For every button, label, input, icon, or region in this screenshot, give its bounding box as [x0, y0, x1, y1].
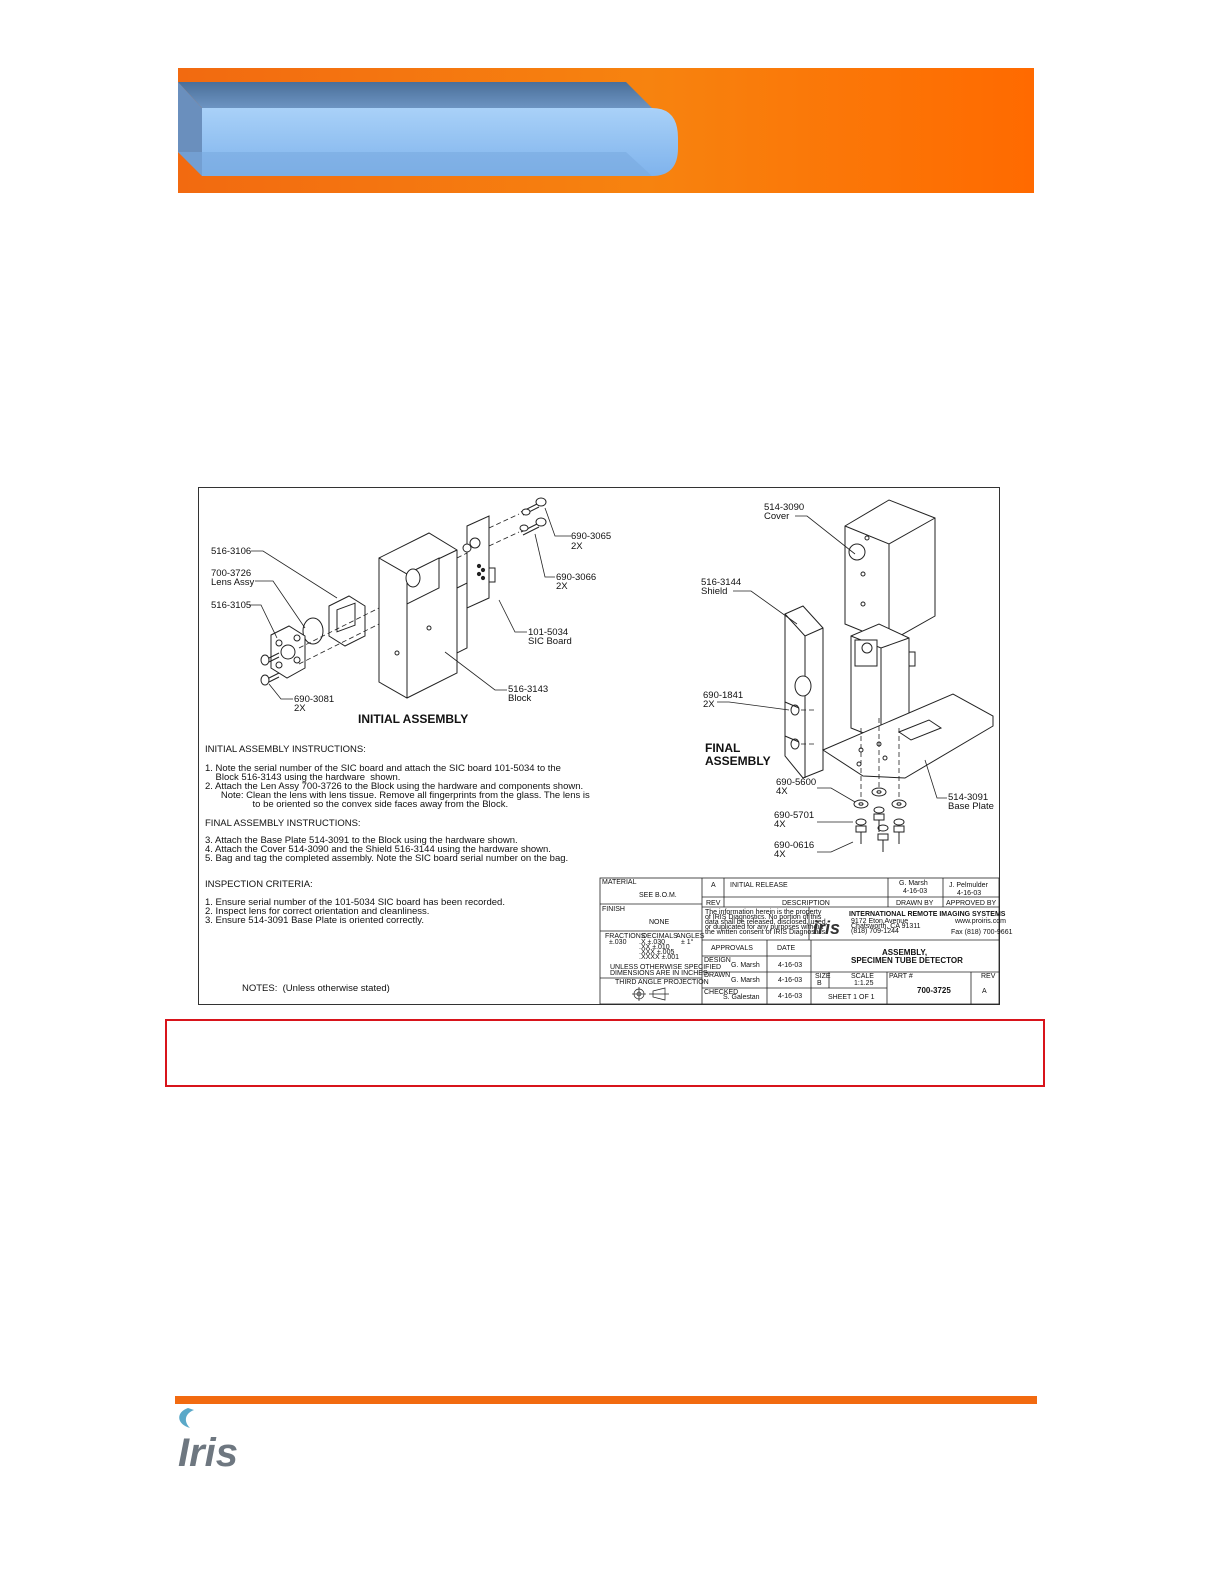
final-instruction-5: 5. Bag and tag the completed assembly. Note the SIC board serial number on the bag.: [205, 853, 569, 864]
svg-text:4-16-03: 4-16-03: [778, 962, 803, 969]
callout-690-0616-qty: 4X: [774, 849, 786, 860]
svg-text:.XXXX ±.001: .XXXX ±.001: [639, 954, 680, 961]
callout-516-3105: 516-3105: [211, 600, 252, 611]
inspection-criterion-3: 3. Ensure 514-3091 Base Plate is oriented correctly.: [205, 915, 424, 926]
notes-label: NOTES: (Unless otherwise stated): [242, 983, 390, 994]
callout-690-5600: 690-5600: [776, 777, 817, 788]
initial-instruction-2: 2. Attach the Len Assy 700-3726 to the Block using the hardware and components shown.: [205, 781, 584, 792]
callout-shield: Shield: [701, 586, 728, 597]
svg-text:DRAWN BY: DRAWN BY: [896, 900, 934, 907]
projection-symbol-icon: [632, 987, 669, 1001]
callout-690-0616: 690-0616: [774, 840, 815, 851]
final-assembly-title-1: FINAL: [705, 741, 741, 755]
callout-516-3144: 516-3144: [701, 577, 742, 588]
callout-690-3065-qty: 2X: [571, 541, 583, 552]
svg-text:.XXX ±.005: .XXX ±.005: [639, 949, 675, 956]
header-title-tab: [178, 68, 1034, 193]
svg-text:PART #: PART #: [889, 973, 913, 980]
svg-text:1:1.25: 1:1.25: [854, 980, 874, 987]
svg-text:SCALE: SCALE: [851, 973, 874, 980]
finish-value: NONE: [649, 919, 670, 926]
svg-text:APPROVALS: APPROVALS: [711, 945, 753, 952]
inspection-criterion-2: 2. Inspect lens for correct orientation and cleanliness.: [205, 906, 430, 917]
shield-516-3144-part: [785, 606, 823, 778]
callout-690-5701-qty: 4X: [774, 819, 786, 830]
material-value: SEE B.O.M.: [639, 892, 677, 899]
svg-text:4-16-03: 4-16-03: [778, 993, 803, 1000]
svg-text:www.proiris.com: www.proiris.com: [955, 918, 1006, 925]
svg-text:4-16-03: 4-16-03: [903, 888, 928, 895]
cover-514-3090-part: [845, 500, 935, 642]
svg-text:Fax (818) 700-9661: Fax (818) 700-9661: [951, 929, 1013, 936]
svg-text:4-16-03: 4-16-03: [957, 890, 982, 897]
svg-text:FINISH: FINISH: [602, 906, 625, 913]
svg-text:J. Pelmulder: J. Pelmulder: [949, 882, 988, 889]
drawing-title-line-1: ASSEMBLY,: [882, 948, 928, 957]
callout-690-3081: 690-3081: [294, 694, 335, 705]
svg-text:data shall be released, disclo: data shall be released, disclosed, used,: [705, 919, 828, 926]
svg-text:Chatsworth, CA 91311: Chatsworth, CA 91311: [851, 923, 921, 930]
callout-514-3090: 514-3090: [764, 502, 805, 513]
inspection-heading: INSPECTION CRITERIA:: [205, 879, 313, 890]
lens-mount-516-3106-part: [329, 596, 365, 646]
svg-text:±.030: ±.030: [609, 939, 627, 946]
callout-690-1841-qty: 2X: [703, 699, 715, 710]
final-assembly-title-2: ASSEMBLY: [705, 754, 771, 768]
callout-690-1841: 690-1841: [703, 690, 744, 701]
initial-assembly-title: INITIAL ASSEMBLY: [358, 712, 469, 726]
initial-instructions-heading: INITIAL ASSEMBLY INSTRUCTIONS:: [205, 744, 366, 755]
callout-690-5701: 690-5701: [774, 810, 815, 821]
note-box: [165, 1019, 1045, 1087]
iris-footer-logo: [172, 1402, 252, 1474]
callout-700-3726: 700-3726: [211, 568, 252, 579]
svg-text:G. Marsh: G. Marsh: [731, 962, 760, 969]
svg-text:B: B: [817, 980, 822, 987]
svg-text:DECIMALS: DECIMALS: [642, 933, 678, 940]
block-516-3143-part: [379, 533, 467, 698]
svg-text:G. Marsh: G. Marsh: [731, 977, 760, 984]
callout-690-3066-qty: 2X: [556, 581, 568, 592]
callout-690-3066: 690-3066: [556, 572, 597, 583]
svg-text:REV: REV: [706, 900, 721, 907]
callout-cover: Cover: [764, 511, 790, 522]
lens-700-3726-part: [303, 618, 323, 644]
screws-690-3065-part: [520, 498, 546, 535]
callout-514-3091: 514-3091: [948, 792, 989, 803]
svg-text:.X ±.030: .X ±.030: [639, 939, 666, 946]
svg-text:± 1°: ± 1°: [681, 939, 694, 946]
svg-text:ANGLES: ANGLES: [676, 933, 705, 940]
callout-690-5600-qty: 4X: [776, 786, 788, 797]
svg-text:APPROVED BY: APPROVED BY: [946, 900, 997, 907]
washers-690-5600-part: [854, 788, 906, 808]
svg-text:Iris: Iris: [178, 1431, 239, 1475]
sic-board-101-5034-part: [463, 516, 495, 608]
callout-516-3106: 516-3106: [211, 546, 252, 557]
svg-text:S. Galestan: S. Galestan: [723, 994, 760, 1001]
callout-101-5034: 101-5034: [528, 627, 569, 638]
svg-text:4-16-03: 4-16-03: [778, 977, 803, 984]
final-instructions-heading: FINAL ASSEMBLY INSTRUCTIONS:: [205, 818, 361, 829]
callout-block: Block: [508, 693, 532, 704]
svg-text:UNLESS OTHERWISE SPECIFIED: UNLESS OTHERWISE SPECIFIED: [610, 964, 722, 971]
svg-text:DRAWN: DRAWN: [704, 972, 731, 979]
callout-base-plate: Base Plate: [948, 801, 994, 812]
svg-text:DESCRIPTION: DESCRIPTION: [782, 900, 830, 907]
svg-text:SHEET 1 OF 1: SHEET 1 OF 1: [828, 994, 875, 1001]
swoosh-icon: [179, 1408, 194, 1428]
release-description: INITIAL RELEASE: [730, 882, 788, 889]
svg-text:DESIGN: DESIGN: [704, 957, 731, 964]
initial-instruction-1: 1. Note the serial number of the SIC board and attach the SIC board 101-5034 to the: [205, 763, 561, 774]
initial-instruction-1b: Block 516-3143 using the hardware shown.: [205, 772, 401, 783]
assembly-drawing: [198, 487, 1013, 1005]
final-instruction-3: 3. Attach the Base Plate 514-3091 to the Block using the hardware shown.: [205, 835, 518, 846]
svg-text:INTERNATIONAL REMOTE IMAGING S: INTERNATIONAL REMOTE IMAGING SYSTEMS: [849, 911, 1006, 918]
drawing-title-line-2: SPECIMEN TUBE DETECTOR: [851, 956, 963, 965]
svg-text:A: A: [982, 988, 987, 995]
svg-text:DIMENSIONS ARE IN INCHES: DIMENSIONS ARE IN INCHES: [610, 970, 708, 977]
svg-text:A: A: [711, 882, 716, 889]
callout-690-3065: 690-3065: [571, 531, 612, 542]
svg-text:.XX ±.010: .XX ±.010: [639, 944, 670, 951]
iris-company-logo: iris: [813, 918, 841, 938]
final-instruction-4: 4. Attach the Cover 514-3090 and the Shield 516-3144 using the hardware shown.: [205, 844, 551, 855]
svg-text:The information herein is the: The information herein is the property: [705, 909, 822, 916]
svg-text:9172 Eton Avenue: 9172 Eton Avenue: [851, 918, 909, 925]
svg-text:REV: REV: [981, 973, 996, 980]
inspection-criterion-1: 1. Ensure serial number of the 101-5034 SIC board has been recorded.: [205, 897, 505, 908]
callout-516-3143: 516-3143: [508, 684, 549, 695]
svg-text:CHECKED: CHECKED: [704, 989, 739, 996]
initial-instruction-2c: to be oriented so the convex side faces away from the Block.: [205, 799, 509, 810]
svg-text:or duplicated for any purposes: or duplicated for any purposes without: [705, 924, 824, 931]
lens-plate-516-3105-part: [271, 626, 305, 678]
svg-text:G. Marsh: G. Marsh: [899, 880, 928, 887]
footer-rule: [175, 1396, 1037, 1404]
svg-text:THIRD ANGLE PROJECTION: THIRD ANGLE PROJECTION: [615, 979, 709, 986]
svg-text:FRACTIONS: FRACTIONS: [605, 933, 646, 940]
svg-text:MATERIAL: MATERIAL: [602, 879, 637, 886]
part-number: 700-3725: [917, 986, 951, 995]
header-banner: [178, 68, 1034, 193]
svg-text:DATE: DATE: [777, 945, 796, 952]
callout-sic-board: SIC Board: [528, 636, 572, 647]
callout-690-3081-qty: 2X: [294, 703, 306, 714]
initial-instruction-2b: Note: Clean the lens with lens tissue. Remove all fingerprints from the glass. The lens is: [205, 790, 590, 801]
svg-text:SIZE: SIZE: [815, 973, 831, 980]
svg-text:of IRIS Diagnostics. No porti: of IRIS Diagnostics. No portion of this: [705, 914, 822, 921]
callout-lens-assy: Lens Assy: [211, 577, 255, 588]
svg-text:the written consent of IRIS Di: the written consent of IRIS Diagnostics.: [705, 929, 828, 936]
svg-text:(818) 709-1244: (818) 709-1244: [851, 928, 899, 935]
